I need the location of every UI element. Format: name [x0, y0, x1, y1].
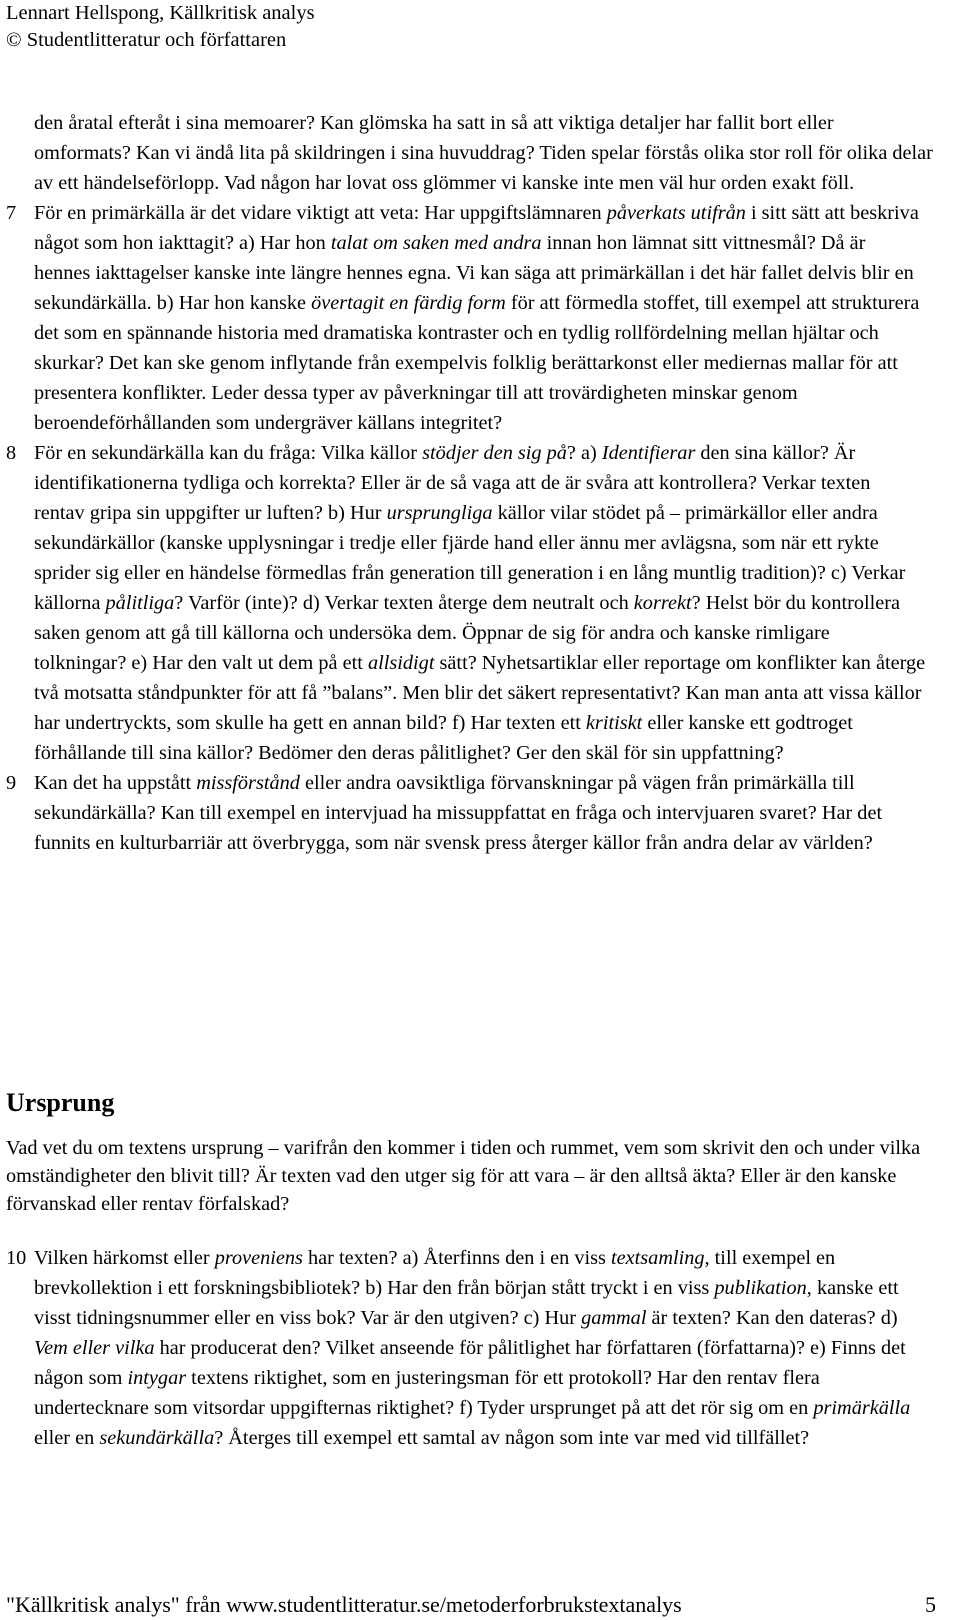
item-text: ? Återges till exempel ett samtal av någon som inte var med vid tillfället?	[214, 1427, 810, 1449]
item-text: Kan det ha uppstått	[34, 772, 197, 794]
item-text: , kanske ett visst tidningsnummer eller en viss bok? Var är den utgiven? c) Hur	[34, 1277, 899, 1329]
item-emphasis: talat om saken med andra	[330, 232, 542, 254]
item-emphasis: korrekt	[633, 592, 692, 614]
item-text: , till exempel en brevkollektion i ett forskningsbibliotek? b) Har den från början stått tryckt i en viss	[34, 1247, 836, 1299]
page-footer	[6, 1591, 936, 1619]
item-text: Vilken härkomst eller	[34, 1247, 215, 1269]
list-item-10	[0, 1243, 914, 1453]
item-emphasis: allsidigt	[367, 652, 435, 674]
list-item-8	[0, 438, 926, 768]
item-emphasis: sekundärkälla	[99, 1427, 215, 1449]
item-text: För en sekundärkälla kan du fråga: Vilka källor	[34, 442, 423, 464]
item-emphasis: proveniens	[214, 1247, 303, 1269]
item-text: eller kanske ett godtroget förhållande till sina källor? Bedömer den deras pålitlighet? Ger den skäl för sin uppfattning?	[34, 712, 853, 764]
main-content	[0, 108, 960, 858]
item-text: textens riktighet, som en justeringsman för ett protokoll? Har den rentav flera undertecknare som vitsordar uppgifternas riktighet? f) Tyder ursprunget på att det rör sig om en	[34, 1367, 820, 1419]
section-intro: Vad vet du om textens ursprung – varifrån den kommer i tiden och rummet, vem som skrivit den och under vilka omständigheter den blivit till? Är texten vad den utger sig för att vara – är den alltså äkta? Eller är den kanske förvanskad eller rentav förfalskad?	[6, 1137, 921, 1215]
continued-paragraph: den åratal efteråt i sina memoarer? Kan glömska ha satt in så att viktiga detaljer har fallit bort eller omformats? Kan vi ändå lita på skildringen i sina huvuddrag? Tiden spelar förstås olika stor roll för olika delar av ett händelseförlopp. Vad någon har lovat oss glömmer vi kanske inte men väl hur orden exakt föll.	[34, 112, 933, 194]
item-emphasis: textsamling	[611, 1247, 705, 1269]
item-text: har texten? a) Återfinns den i en viss	[302, 1247, 612, 1269]
item-text: i sitt sätt att beskriva något som hon iakttagit? a) Har hon	[34, 202, 919, 254]
item-text: ? a)	[566, 442, 602, 464]
item-text: ? Varför (inte)? d) Verkar texten återge dem neutralt och	[174, 592, 634, 614]
item-emphasis: gammal	[581, 1307, 647, 1329]
section-heading: Ursprung	[6, 1088, 115, 1117]
item-emphasis: intygar	[127, 1367, 187, 1389]
item-emphasis: övertagit en färdig form	[311, 292, 506, 314]
item-emphasis: Vem eller vilka	[34, 1337, 155, 1359]
item-text: eller andra oavsiktliga förvanskningar på vägen från primärkälla till sekundärkälla? Kan till exempel en intervjuad ha missuppfattat en fråga och intervjuaren svaret? Har det funnits en kulturbarriär att överbrygga, som när svensk press återger källor från andra delar av världen?	[34, 772, 883, 854]
item-text: har producerat den? Vilket anseende för pålitlighet har författaren (författarna)? e) Finns det någon som	[34, 1337, 906, 1389]
list-item-7	[0, 198, 926, 438]
footer-source: "Källkritisk analys" från www.studentlitteratur.se/metoderforbrukstextanalys	[6, 1592, 682, 1617]
item-text: sätt? Nyhetsartiklar eller reportage om konflikter kan återge två motsatta ståndpunkter för att få ”balans”. Men blir det säkert representativt? Kan man anta att vissa källor har undertryckts, som skulle ha gett en annan bild? f) Har texten ett	[34, 652, 926, 734]
item-text: är texten? Kan den dateras? d)	[646, 1307, 898, 1329]
item-text: ? Helst bör du kontrollera saken genom att gå till källorna och undersöka dem. Öppnar de sig för andra och kanske rimligare tolkningar? e) Har den valt ut dem på ett	[34, 592, 901, 674]
item-text: källor vilar stödet på – primärkällor eller andra sekundärkällor (kanske upplysningar i tredje eller fjärde hand eller ännu mer avlägsna, som när ett rykte sprider sig eller en händelse förmedlas från generation till generation i en lång muntlig tradition)? c) Verkar källorna	[34, 502, 906, 614]
item-emphasis: publikation	[714, 1277, 807, 1299]
item-number: 10	[6, 1247, 27, 1269]
item-number: 7	[6, 202, 17, 224]
item-emphasis: primärkälla	[813, 1397, 911, 1419]
item-text: eller en	[34, 1427, 100, 1449]
header-title: Lennart Hellspong, Källkritisk analys	[6, 2, 315, 24]
item-emphasis: pålitliga	[105, 592, 175, 614]
page-header	[6, 0, 315, 54]
item-emphasis: påverkats utifrån	[606, 202, 746, 224]
item-text: För en primärkälla är det vidare viktigt att veta: Har uppgiftslämnaren	[34, 202, 607, 224]
header-copyright: © Studentlitteratur och författaren	[6, 29, 287, 51]
item-emphasis: ursprungliga	[386, 502, 493, 524]
list-item-9	[0, 768, 926, 858]
item-text: den sina källor? Är identifikationerna tydliga och korrekta? Eller är de så vaga att de är svåra att kontrollera? Verkar texten rentav gripa sin uppgifter ur luften? b) Hur	[34, 442, 871, 524]
item-emphasis: stödjer den sig på	[422, 442, 567, 464]
item-number: 9	[6, 772, 17, 794]
item-emphasis: kritiskt	[585, 712, 643, 734]
main-content-continued	[0, 1243, 960, 1453]
page-number: 5	[925, 1592, 936, 1617]
item-text: för att förmedla stoffet, till exempel att strukturera det som en spännande historia med dramatiska kontraster och en tydlig rollfördelning mellan hjältar och skurkar? Det kan ske genom inflytande från exempelvis folklig berättarkonst eller mediernas mallar för att presentera konflikter. Leder dessa typer av påverkningar till att trovärdigheten minskar genom beroendeförhållanden som undergräver källans integritet?	[34, 292, 920, 434]
item-text: innan hon lämnat sitt vittnesmål? Då är hennes iakttagelser kanske inte längre hennes egna. Vi kan säga att primärkällan i det här fallet delvis blir en sekundärkälla. b) Har hon kanske	[34, 232, 914, 314]
item-number: 8	[6, 442, 17, 464]
item-emphasis: Identifierar	[601, 442, 696, 464]
item-emphasis: missförstånd	[196, 772, 300, 794]
